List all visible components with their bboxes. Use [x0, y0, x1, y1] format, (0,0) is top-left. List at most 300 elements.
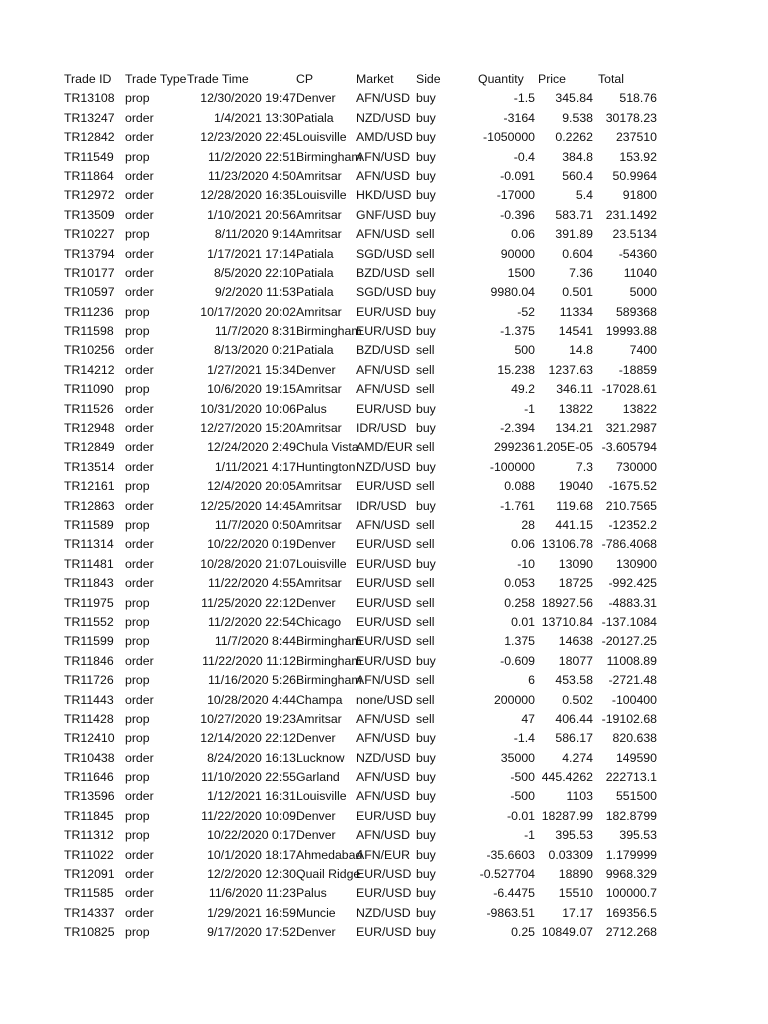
side-cell[interactable]: buy	[416, 110, 436, 125]
trade-type-cell[interactable]: prop	[125, 828, 150, 843]
price-cell[interactable]: 119.68	[556, 498, 593, 513]
total-cell[interactable]: 730000	[615, 459, 657, 474]
cp-cell[interactable]: Birmingham	[296, 324, 362, 339]
total-cell[interactable]: 237510	[615, 130, 657, 145]
cp-cell[interactable]: Birmingham	[296, 149, 362, 164]
market-cell[interactable]: AFN/USD	[356, 91, 410, 106]
side-cell[interactable]: buy	[416, 285, 436, 300]
cp-cell[interactable]: Denver	[296, 362, 336, 377]
side-cell[interactable]: buy	[416, 188, 436, 203]
market-cell[interactable]: AFN/USD	[356, 711, 410, 726]
total-cell[interactable]: -12352.2	[608, 517, 657, 532]
trade-time-cell[interactable]: 8/24/2020 16:13	[207, 750, 296, 765]
trade-type-cell[interactable]: prop	[125, 517, 150, 532]
trade-time-cell[interactable]: 11/2/2020 22:51	[208, 149, 296, 164]
market-cell[interactable]: IDR/USD	[356, 421, 407, 436]
market-cell[interactable]: BZD/USD	[356, 265, 410, 280]
market-cell[interactable]: EUR/USD	[356, 304, 412, 319]
trade-id-cell[interactable]: TR11843	[64, 576, 114, 591]
cp-cell[interactable]: Amritsar	[296, 382, 342, 397]
trade-id-cell[interactable]: TR12948	[64, 421, 115, 436]
quantity-cell[interactable]: 6	[528, 673, 535, 688]
trade-time-cell[interactable]: 11/10/2020 22:55	[201, 770, 296, 785]
quantity-cell[interactable]: 0.25	[511, 925, 535, 940]
trade-type-cell[interactable]: order	[125, 168, 154, 183]
quantity-cell[interactable]: -1	[524, 401, 535, 416]
total-cell[interactable]: 321.2987	[605, 421, 657, 436]
cp-cell[interactable]: Chicago	[296, 614, 342, 629]
market-cell[interactable]: AFN/USD	[356, 828, 410, 843]
side-cell[interactable]: sell	[416, 595, 435, 610]
total-cell[interactable]: 91800	[622, 188, 657, 203]
side-cell[interactable]: sell	[416, 576, 435, 591]
price-cell[interactable]: 18927.56	[541, 595, 593, 610]
cp-cell[interactable]: Patiala	[296, 110, 334, 125]
trade-id-cell[interactable]: TR11726	[64, 673, 114, 688]
trade-id-cell[interactable]: TR10825	[64, 925, 115, 940]
market-cell[interactable]: AMD/USD	[356, 130, 413, 145]
trade-time-cell[interactable]: 12/25/2020 14:45	[200, 498, 296, 513]
market-cell[interactable]: GNF/USD	[356, 207, 412, 222]
side-cell[interactable]: buy	[416, 401, 436, 416]
cp-cell[interactable]: Amritsar	[296, 227, 342, 242]
trade-type-cell[interactable]: order	[125, 867, 154, 882]
trade-type-cell[interactable]: order	[125, 576, 154, 591]
price-cell[interactable]: 18287.99	[541, 808, 593, 823]
trade-time-cell[interactable]: 1/27/2021 15:34	[207, 362, 296, 377]
total-cell[interactable]: -786.4068	[601, 537, 657, 552]
total-cell[interactable]: -18859	[618, 362, 657, 377]
trade-id-cell[interactable]: TR11090	[64, 382, 114, 397]
price-cell[interactable]: 13090	[558, 556, 593, 571]
total-cell[interactable]: 210.7565	[605, 498, 657, 513]
trade-type-cell[interactable]: order	[125, 207, 154, 222]
quantity-cell[interactable]: 35000	[500, 750, 535, 765]
side-cell[interactable]: buy	[416, 886, 436, 901]
quantity-cell[interactable]: -9863.51	[486, 905, 535, 920]
side-cell[interactable]: buy	[416, 149, 436, 164]
side-cell[interactable]: buy	[416, 207, 436, 222]
total-cell[interactable]: 2712.268	[605, 925, 657, 940]
trade-type-cell[interactable]: prop	[125, 711, 150, 726]
price-cell[interactable]: 391.89	[555, 227, 593, 242]
side-cell[interactable]: buy	[416, 808, 436, 823]
total-cell[interactable]: -1675.52	[608, 479, 657, 494]
total-cell[interactable]: -992.425	[608, 576, 657, 591]
total-cell[interactable]: 395.53	[619, 828, 657, 843]
trade-time-cell[interactable]: 10/6/2020 19:15	[207, 382, 296, 397]
trade-id-cell[interactable]: TR13108	[64, 91, 115, 106]
quantity-cell[interactable]: 200000	[493, 692, 535, 707]
cp-cell[interactable]: Garland	[296, 770, 340, 785]
quantity-cell[interactable]: -500	[510, 770, 535, 785]
market-cell[interactable]: NZD/USD	[356, 750, 411, 765]
total-cell[interactable]: 518.76	[619, 91, 657, 106]
side-cell[interactable]: buy	[416, 91, 436, 106]
price-cell[interactable]: 583.71	[555, 207, 593, 222]
trade-time-cell[interactable]: 12/14/2020 22:12	[200, 731, 296, 746]
total-cell[interactable]: 13822	[622, 401, 657, 416]
price-cell[interactable]: 1.205E-05	[536, 440, 593, 455]
market-cell[interactable]: AFN/USD	[356, 770, 410, 785]
trade-type-cell[interactable]: order	[125, 285, 154, 300]
trade-time-cell[interactable]: 11/7/2020 8:44	[214, 634, 296, 649]
trade-type-cell[interactable]: prop	[125, 731, 150, 746]
quantity-cell[interactable]: -0.527704	[479, 867, 535, 882]
cp-cell[interactable]: Huntington	[296, 459, 356, 474]
trade-time-cell[interactable]: 10/28/2020 21:07	[200, 556, 296, 571]
trade-id-cell[interactable]: TR12410	[64, 731, 115, 746]
trade-id-cell[interactable]: TR11598	[64, 324, 114, 339]
trade-type-cell[interactable]: order	[125, 110, 154, 125]
trade-type-cell[interactable]: order	[125, 188, 154, 203]
cp-cell[interactable]: Palus	[296, 401, 327, 416]
trade-type-cell[interactable]: prop	[125, 479, 150, 494]
trade-id-cell[interactable]: TR10597	[64, 285, 115, 300]
price-cell[interactable]: 560.4	[562, 168, 593, 183]
price-cell[interactable]: 1237.63	[548, 362, 593, 377]
trade-type-cell[interactable]: order	[125, 886, 154, 901]
quantity-cell[interactable]: -6.4475	[493, 886, 535, 901]
market-cell[interactable]: EUR/USD	[356, 537, 412, 552]
trade-id-cell[interactable]: TR12863	[64, 498, 115, 513]
total-cell[interactable]: 19993.88	[605, 324, 657, 339]
trade-time-cell[interactable]: 12/27/2020 15:20	[200, 421, 296, 436]
trade-time-cell[interactable]: 8/11/2020 9:14	[214, 227, 296, 242]
quantity-cell[interactable]: -52	[517, 304, 535, 319]
cp-cell[interactable]: Amritsar	[296, 421, 342, 436]
trade-time-cell[interactable]: 10/22/2020 0:19	[207, 537, 296, 552]
cp-cell[interactable]: Quail Ridge	[296, 867, 361, 882]
trade-time-cell[interactable]: 12/2/2020 12:30	[207, 867, 296, 882]
total-cell[interactable]: 11008.89	[606, 653, 657, 668]
trade-type-cell[interactable]: order	[125, 459, 154, 474]
price-cell[interactable]: 17.17	[562, 905, 593, 920]
quantity-cell[interactable]: -1	[524, 828, 535, 843]
market-cell[interactable]: IDR/USD	[356, 498, 407, 513]
cp-cell[interactable]: Louisville	[296, 188, 347, 203]
trade-type-cell[interactable]: order	[125, 692, 154, 707]
trade-id-cell[interactable]: TR11022	[64, 847, 114, 862]
trade-id-cell[interactable]: TR12161	[64, 479, 115, 494]
trade-id-cell[interactable]: TR13596	[64, 789, 115, 804]
cp-cell[interactable]: Amritsar	[296, 711, 342, 726]
trade-time-cell[interactable]: 10/17/2020 20:02	[200, 304, 296, 319]
side-cell[interactable]: sell	[416, 227, 435, 242]
trade-time-cell[interactable]: 10/22/2020 0:17	[207, 828, 296, 843]
total-cell[interactable]: 1.179999	[605, 847, 657, 862]
trade-id-cell[interactable]: TR10256	[64, 343, 115, 358]
trade-id-cell[interactable]: TR13794	[64, 246, 115, 261]
cp-cell[interactable]: Patiala	[296, 246, 334, 261]
quantity-cell[interactable]: -3164	[503, 110, 535, 125]
market-cell[interactable]: NZD/USD	[356, 905, 411, 920]
total-cell[interactable]: 7400	[629, 343, 657, 358]
price-cell[interactable]: 18725	[558, 576, 593, 591]
trade-type-cell[interactable]: prop	[125, 673, 150, 688]
trade-time-cell[interactable]: 12/4/2020 20:05	[207, 479, 296, 494]
market-cell[interactable]: AMD/EUR	[356, 440, 413, 455]
side-cell[interactable]: sell	[416, 382, 435, 397]
side-cell[interactable]: sell	[416, 614, 435, 629]
trade-type-cell[interactable]: prop	[125, 91, 150, 106]
side-cell[interactable]: buy	[416, 847, 436, 862]
header-trade-time[interactable]: Trade Time	[187, 72, 249, 86]
quantity-cell[interactable]: 0.258	[504, 595, 535, 610]
header-cp[interactable]: CP	[296, 72, 314, 86]
trade-type-cell[interactable]: order	[125, 246, 154, 261]
trade-id-cell[interactable]: TR11599	[64, 634, 114, 649]
cp-cell[interactable]: Birmingham	[296, 653, 362, 668]
side-cell[interactable]: sell	[416, 362, 435, 377]
quantity-cell[interactable]: 0.06	[511, 227, 535, 242]
side-cell[interactable]: buy	[416, 905, 436, 920]
trade-time-cell[interactable]: 11/2/2020 22:54	[208, 614, 296, 629]
side-cell[interactable]: buy	[416, 459, 436, 474]
trade-id-cell[interactable]: TR11552	[64, 614, 114, 629]
total-cell[interactable]: 820.638	[612, 731, 657, 746]
market-cell[interactable]: EUR/USD	[356, 634, 412, 649]
quantity-cell[interactable]: 15.238	[497, 362, 535, 377]
quantity-cell[interactable]: 299236	[493, 440, 535, 455]
trade-id-cell[interactable]: TR12972	[64, 188, 115, 203]
trade-type-cell[interactable]: order	[125, 440, 154, 455]
trade-time-cell[interactable]: 11/16/2020 5:26	[208, 673, 296, 688]
trade-time-cell[interactable]: 1/29/2021 16:59	[207, 905, 296, 920]
trade-type-cell[interactable]: order	[125, 498, 154, 513]
market-cell[interactable]: EUR/USD	[356, 324, 412, 339]
side-cell[interactable]: buy	[416, 421, 436, 436]
total-cell[interactable]: 169356.5	[605, 905, 657, 920]
total-cell[interactable]: 231.1492	[605, 207, 657, 222]
market-cell[interactable]: EUR/USD	[356, 576, 412, 591]
trade-time-cell[interactable]: 8/13/2020 0:21	[213, 343, 296, 358]
market-cell[interactable]: EUR/USD	[356, 556, 412, 571]
price-cell[interactable]: 445.4262	[541, 770, 593, 785]
price-cell[interactable]: 1103	[566, 789, 593, 804]
market-cell[interactable]: EUR/USD	[356, 401, 412, 416]
quantity-cell[interactable]: 0.06	[511, 537, 535, 552]
trade-id-cell[interactable]: TR12091	[64, 867, 115, 882]
cp-cell[interactable]: Chula Vista	[296, 440, 359, 455]
quantity-cell[interactable]: -1.4	[513, 731, 535, 746]
total-cell[interactable]: -2721.48	[608, 673, 657, 688]
trade-type-cell[interactable]: prop	[125, 770, 150, 785]
market-cell[interactable]: SGD/USD	[356, 285, 413, 300]
trade-time-cell[interactable]: 9/2/2020 11:53	[214, 285, 296, 300]
cp-cell[interactable]: Amritsar	[296, 168, 342, 183]
trade-type-cell[interactable]: order	[125, 265, 154, 280]
price-cell[interactable]: 453.58	[555, 673, 593, 688]
market-cell[interactable]: none/USD	[356, 692, 413, 707]
trade-id-cell[interactable]: TR11975	[64, 595, 114, 610]
cp-cell[interactable]: Birmingham	[296, 634, 362, 649]
trade-time-cell[interactable]: 1/17/2021 17:14	[207, 246, 296, 261]
price-cell[interactable]: 11334	[559, 304, 593, 319]
trade-time-cell[interactable]: 11/22/2020 11:12	[202, 653, 296, 668]
price-cell[interactable]: 395.53	[555, 828, 593, 843]
price-cell[interactable]: 0.502	[562, 692, 593, 707]
market-cell[interactable]: AFN/USD	[356, 168, 410, 183]
header-trade-type[interactable]: Trade Type	[125, 72, 187, 86]
trade-type-cell[interactable]: prop	[125, 149, 150, 164]
trade-time-cell[interactable]: 11/23/2020 4:50	[208, 168, 296, 183]
total-cell[interactable]: 100000.7	[605, 886, 657, 901]
quantity-cell[interactable]: -10	[517, 556, 535, 571]
trade-type-cell[interactable]: order	[125, 537, 154, 552]
quantity-cell[interactable]: -100000	[489, 459, 535, 474]
trade-type-cell[interactable]: order	[125, 362, 154, 377]
price-cell[interactable]: 586.17	[555, 731, 593, 746]
trade-id-cell[interactable]: TR11646	[64, 770, 114, 785]
price-cell[interactable]: 7.3	[575, 459, 593, 474]
cp-cell[interactable]: Denver	[296, 828, 336, 843]
total-cell[interactable]: 149590	[615, 750, 657, 765]
price-cell[interactable]: 384.8	[562, 149, 593, 164]
quantity-cell[interactable]: -0.396	[500, 207, 535, 222]
price-cell[interactable]: 13710.84	[541, 614, 593, 629]
trade-type-cell[interactable]: order	[125, 905, 154, 920]
trade-type-cell[interactable]: prop	[125, 634, 150, 649]
side-cell[interactable]: sell	[416, 673, 435, 688]
trade-id-cell[interactable]: TR11428	[64, 711, 114, 726]
trade-time-cell[interactable]: 11/7/2020 0:50	[214, 517, 296, 532]
side-cell[interactable]: buy	[416, 168, 436, 183]
cp-cell[interactable]: Ahmedabad	[296, 847, 363, 862]
side-cell[interactable]: buy	[416, 653, 436, 668]
header-total[interactable]: Total	[598, 72, 624, 86]
price-cell[interactable]: 18890	[558, 867, 593, 882]
trade-id-cell[interactable]: TR11585	[64, 886, 114, 901]
trade-time-cell[interactable]: 1/4/2021 13:30	[213, 110, 296, 125]
cp-cell[interactable]: Champa	[296, 692, 343, 707]
side-cell[interactable]: buy	[416, 789, 436, 804]
price-cell[interactable]: 0.03309	[548, 847, 593, 862]
trade-time-cell[interactable]: 10/27/2020 19:23	[200, 711, 296, 726]
trade-id-cell[interactable]: TR11864	[64, 168, 114, 183]
cp-cell[interactable]: Patiala	[296, 285, 334, 300]
cp-cell[interactable]: Amritsar	[296, 498, 342, 513]
trade-id-cell[interactable]: TR11443	[64, 692, 114, 707]
price-cell[interactable]: 441.15	[555, 517, 593, 532]
market-cell[interactable]: AFN/USD	[356, 517, 410, 532]
trade-type-cell[interactable]: prop	[125, 227, 150, 242]
price-cell[interactable]: 0.2262	[555, 130, 593, 145]
total-cell[interactable]: 551500	[615, 789, 657, 804]
market-cell[interactable]: AFN/USD	[356, 362, 410, 377]
market-cell[interactable]: HKD/USD	[356, 188, 412, 203]
trade-time-cell[interactable]: 12/23/2020 22:45	[200, 130, 296, 145]
trade-time-cell[interactable]: 10/28/2020 4:44	[207, 692, 296, 707]
side-cell[interactable]: buy	[416, 556, 436, 571]
quantity-cell[interactable]: -1.375	[500, 324, 535, 339]
trade-type-cell[interactable]: order	[125, 556, 154, 571]
trade-id-cell[interactable]: TR11526	[64, 401, 114, 416]
cp-cell[interactable]: Denver	[296, 925, 336, 940]
market-cell[interactable]: EUR/USD	[356, 886, 412, 901]
side-cell[interactable]: sell	[416, 479, 435, 494]
total-cell[interactable]: -17028.61	[601, 382, 657, 397]
trade-id-cell[interactable]: TR11314	[64, 537, 114, 552]
market-cell[interactable]: EUR/USD	[356, 808, 412, 823]
trade-id-cell[interactable]: TR11481	[64, 556, 114, 571]
side-cell[interactable]: sell	[416, 517, 435, 532]
total-cell[interactable]: 30178.23	[605, 110, 657, 125]
price-cell[interactable]: 10849.07	[541, 925, 593, 940]
side-cell[interactable]: sell	[416, 343, 435, 358]
trade-type-cell[interactable]: prop	[125, 614, 150, 629]
side-cell[interactable]: buy	[416, 731, 436, 746]
total-cell[interactable]: -137.1084	[601, 614, 657, 629]
quantity-cell[interactable]: 47	[521, 711, 535, 726]
price-cell[interactable]: 19040	[558, 479, 593, 494]
market-cell[interactable]: NZD/USD	[356, 110, 411, 125]
total-cell[interactable]: 589368	[615, 304, 657, 319]
trade-id-cell[interactable]: TR14212	[64, 362, 115, 377]
trade-id-cell[interactable]: TR13514	[64, 459, 115, 474]
trade-type-cell[interactable]: order	[125, 653, 154, 668]
market-cell[interactable]: AFN/USD	[356, 227, 410, 242]
side-cell[interactable]: buy	[416, 867, 436, 882]
cp-cell[interactable]: Patiala	[296, 265, 334, 280]
trade-type-cell[interactable]: order	[125, 343, 154, 358]
quantity-cell[interactable]: -0.091	[500, 168, 535, 183]
quantity-cell[interactable]: -1.761	[500, 498, 535, 513]
price-cell[interactable]: 7.36	[569, 265, 593, 280]
trade-id-cell[interactable]: TR11845	[64, 808, 114, 823]
quantity-cell[interactable]: -500	[510, 789, 535, 804]
total-cell[interactable]: 23.5134	[612, 227, 657, 242]
cp-cell[interactable]: Birmingham	[296, 673, 362, 688]
total-cell[interactable]: 5000	[629, 285, 657, 300]
trade-type-cell[interactable]: order	[125, 130, 154, 145]
cp-cell[interactable]: Amritsar	[296, 304, 342, 319]
trade-time-cell[interactable]: 1/10/2021 20:56	[207, 207, 296, 222]
quantity-cell[interactable]: 0.01	[511, 614, 535, 629]
price-cell[interactable]: 4.274	[562, 750, 593, 765]
trade-time-cell[interactable]: 11/22/2020 4:55	[208, 576, 296, 591]
total-cell[interactable]: 9968.329	[605, 867, 657, 882]
total-cell[interactable]: 182.8799	[605, 808, 657, 823]
trade-type-cell[interactable]: prop	[125, 808, 150, 823]
total-cell[interactable]: -4883.31	[608, 595, 657, 610]
market-cell[interactable]: NZD/USD	[356, 459, 411, 474]
trade-time-cell[interactable]: 10/1/2020 18:17	[207, 847, 296, 862]
price-cell[interactable]: 406.44	[555, 711, 593, 726]
market-cell[interactable]: EUR/USD	[356, 614, 412, 629]
side-cell[interactable]: sell	[416, 634, 435, 649]
trade-id-cell[interactable]: TR10177	[64, 265, 115, 280]
trade-time-cell[interactable]: 9/17/2020 17:52	[207, 925, 296, 940]
market-cell[interactable]: EUR/USD	[356, 867, 412, 882]
cp-cell[interactable]: Patiala	[296, 343, 334, 358]
trade-type-cell[interactable]: prop	[125, 595, 150, 610]
total-cell[interactable]: -20127.25	[601, 634, 657, 649]
market-cell[interactable]: AFN/USD	[356, 673, 410, 688]
cp-cell[interactable]: Palus	[296, 886, 327, 901]
cp-cell[interactable]: Muncie	[296, 905, 336, 920]
quantity-cell[interactable]: 90000	[500, 246, 535, 261]
total-cell[interactable]: -3.605794	[601, 440, 657, 455]
header-quantity[interactable]: Quantity	[478, 72, 524, 86]
trade-type-cell[interactable]: order	[125, 750, 154, 765]
trade-type-cell[interactable]: prop	[125, 925, 150, 940]
price-cell[interactable]: 15510	[558, 886, 593, 901]
header-price[interactable]: Price	[538, 72, 567, 86]
trade-time-cell[interactable]: 11/6/2020 11:23	[208, 886, 296, 901]
quantity-cell[interactable]: -17000	[496, 188, 535, 203]
total-cell[interactable]: 222713.1	[605, 770, 657, 785]
